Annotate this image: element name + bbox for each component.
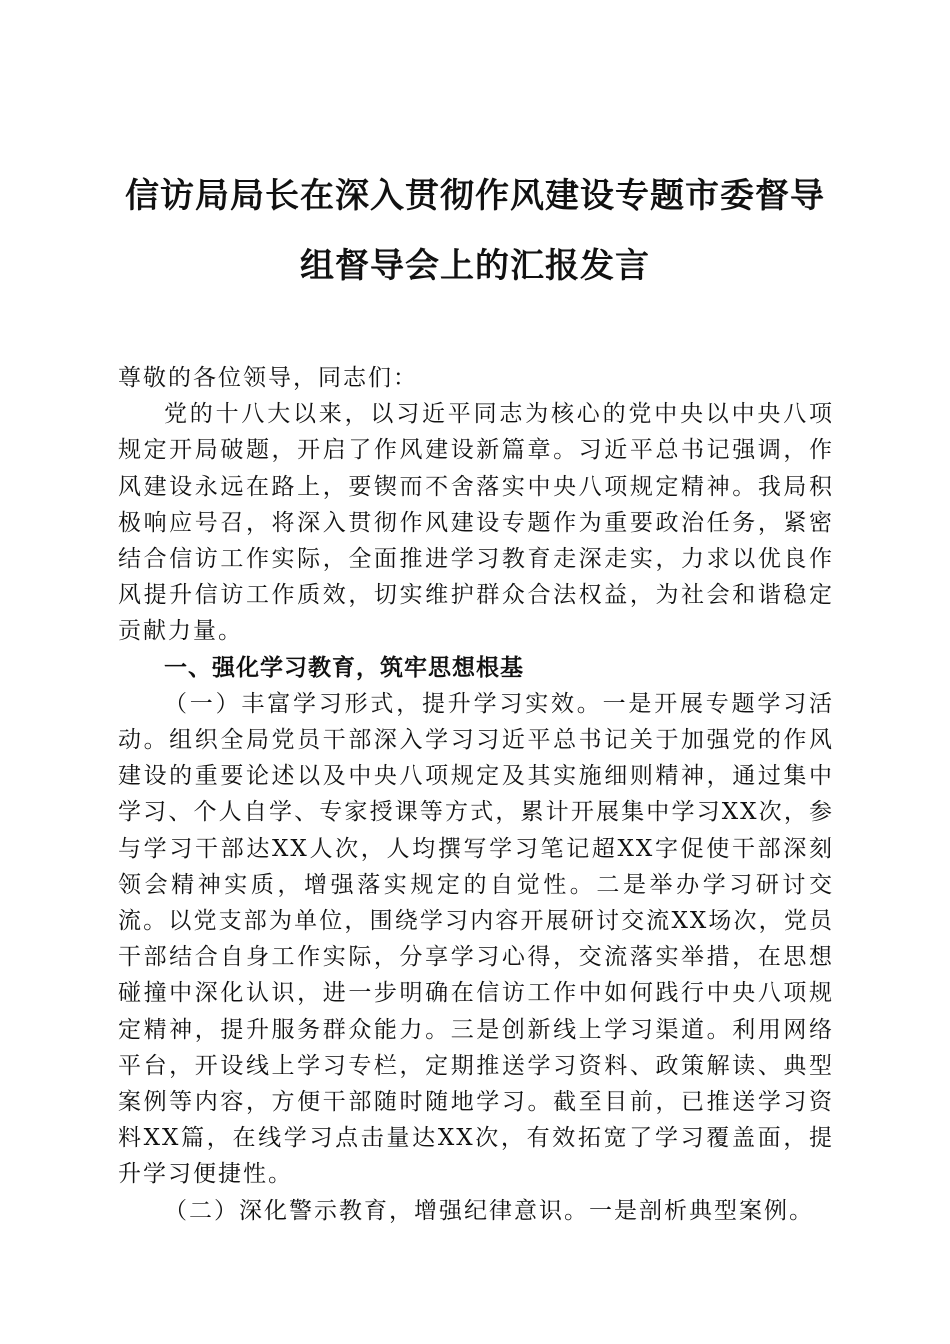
section-1-heading: 一、强化学习教育，筑牢思想根基 bbox=[164, 654, 524, 681]
intro-paragraph: 党的十八大以来，以习近平同志为核心的党中央以中央八项规定开局破题，开启了作风建设新篇章。习近平总书记强调，作风建设永远在路上，要锲而不舍落实中央八项规定精神。我局积极响应号召，将深入贯彻作风建设专题作为重要政治任务，紧密结合信访工作实际，全面推进学习教育走深走实，力求以优良作风提升信访工作质效，切实维护群众合法权益，为社会和谐稳定贡献力量。 bbox=[118, 401, 834, 645]
document-title-line-1: 信访局局长在深入贯彻作风建设专题市委督导 bbox=[125, 176, 825, 216]
section-1-paragraph-1: （一）丰富学习形式，提升学习实效。一是开展专题学习活动。组织全局党员干部深入学习习近平总书记关于加强党的作风建设的重要论述以及中央八项规定及其实施细则精神，通过集中学习、个人自学、专家授课等方式，累计开展集中学习XX次，参与学习干部达XX人次，人均撰写学习笔记超XX字促使干部深刻领会精神实质，增强落实规定的自觉性。二是举办学习研讨交流。以党支部为单位，围绕学习内容开展研讨交流XX场次，党员干部结合自身工作实际，分享学习心得，交流落实举措，在思想碰撞中深化认识，进一步明确在信访工作中如何践行中央八项规定精神，提升服务群众能力。三是创新线上学习渠道。利用网络平台，开设线上学习专栏，定期推送学习资料、政策解读、典型案例等内容，方便干部随时随地学习。截至目前，已推送学习资料XX篇，在线学习点击量达XX次，有效拓宽了学习覆盖面，提升学习便捷性。 bbox=[118, 690, 834, 1188]
document-title-line-2: 组督导会上的汇报发言 bbox=[300, 246, 650, 286]
salutation: 尊敬的各位领导，同志们： bbox=[118, 365, 418, 391]
section-1-paragraph-2: （二）深化警示教育，增强纪律意识。一是剖析典型案例。 bbox=[164, 1197, 814, 1224]
document-body bbox=[118, 360, 834, 1229]
